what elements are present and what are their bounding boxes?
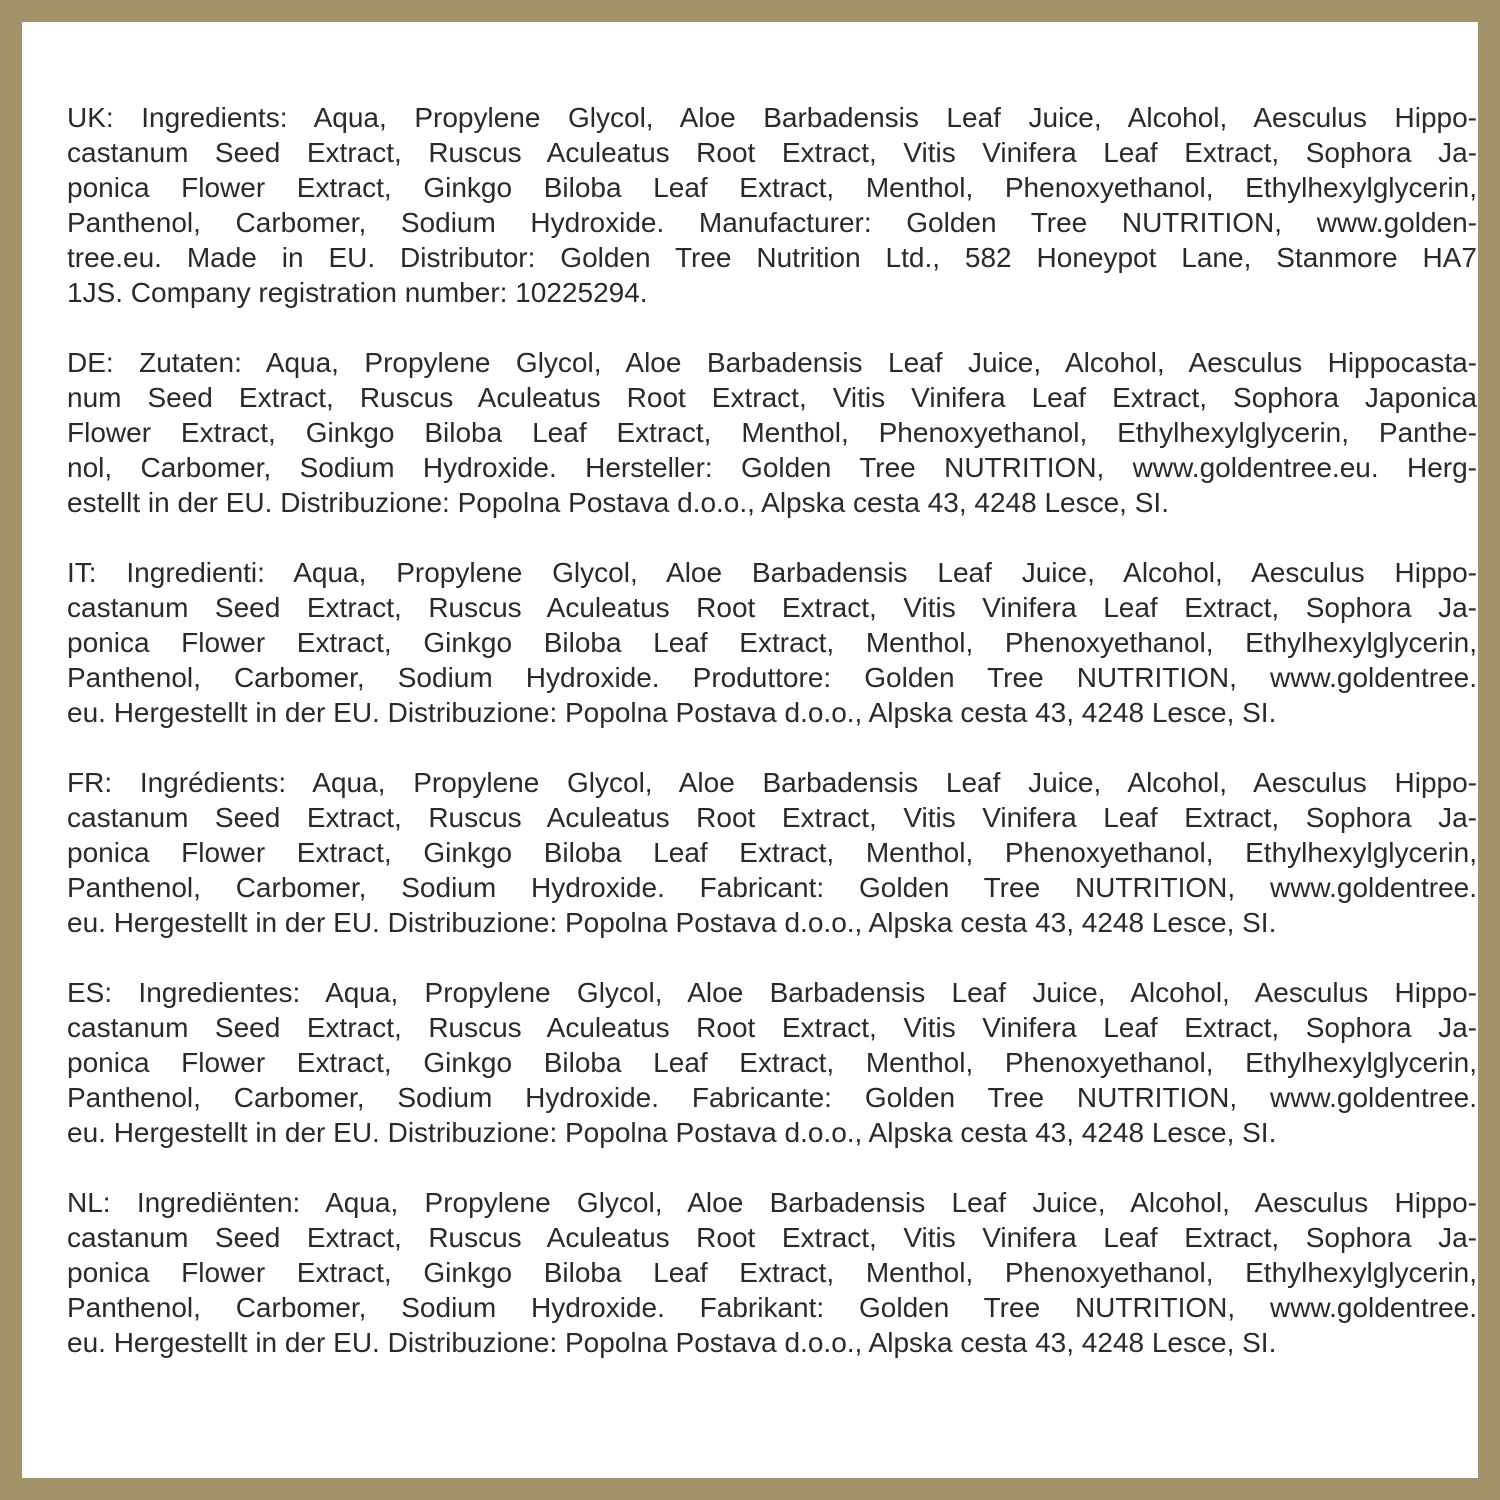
section-line: estellt in der EU. Distribuzione: Popolna Postava d.o.o., Alpska cesta 43, 4248 Lesce, SI. <box>67 487 1169 518</box>
section-uk <box>67 100 1477 310</box>
section-line: eu. Hergestellt in der EU. Distribuzione: Popolna Postava d.o.o., Alpska cesta 43, 4248 Lesce, SI. <box>67 1117 1277 1148</box>
section-line: IT: Ingredienti: Aqua, Propylene Glycol, Aloe Barbadensis Leaf Juice, Alcohol, Aesculus Hippo- <box>67 557 1477 588</box>
section-line: NL: Ingrediënten: Aqua, Propylene Glycol, Aloe Barbadensis Leaf Juice, Alcohol, Aesculus Hippo- <box>67 1187 1477 1218</box>
ingredients-text <box>67 100 1477 1395</box>
section-line: ponica Flower Extract, Ginkgo Biloba Leaf Extract, Menthol, Phenoxyethanol, Ethylhexylglycerin, <box>67 1257 1477 1288</box>
section-line: nol, Carbomer, Sodium Hydroxide. Hersteller: Golden Tree NUTRITION, www.goldentree.eu. Herg- <box>67 452 1477 483</box>
section-line: num Seed Extract, Ruscus Aculeatus Root Extract, Vitis Vinifera Leaf Extract, Sophora Japonica <box>67 382 1477 413</box>
section-line: UK: Ingredients: Aqua, Propylene Glycol, Aloe Barbadensis Leaf Juice, Alcohol, Aesculus Hippo- <box>67 102 1477 133</box>
section-line: castanum Seed Extract, Ruscus Aculeatus Root Extract, Vitis Vinifera Leaf Extract, Sophora Ja- <box>67 1012 1477 1043</box>
section-line: Panthenol, Carbomer, Sodium Hydroxide. Manufacturer: Golden Tree NUTRITION, www.golden- <box>67 207 1477 238</box>
section-line: castanum Seed Extract, Ruscus Aculeatus Root Extract, Vitis Vinifera Leaf Extract, Sophora Ja- <box>67 592 1477 623</box>
section-line: Panthenol, Carbomer, Sodium Hydroxide. Fabricante: Golden Tree NUTRITION, www.goldentree. <box>67 1082 1477 1113</box>
section-line: Flower Extract, Ginkgo Biloba Leaf Extract, Menthol, Phenoxyethanol, Ethylhexylglycerin, Panthe- <box>67 417 1477 448</box>
section-line: FR: Ingrédients: Aqua, Propylene Glycol, Aloe Barbadensis Leaf Juice, Alcohol, Aesculus Hippo- <box>67 767 1477 798</box>
section-fr <box>67 765 1477 940</box>
section-line: ponica Flower Extract, Ginkgo Biloba Leaf Extract, Menthol, Phenoxyethanol, Ethylhexylglycerin, <box>67 627 1477 658</box>
section-line: castanum Seed Extract, Ruscus Aculeatus Root Extract, Vitis Vinifera Leaf Extract, Sophora Ja- <box>67 1222 1477 1253</box>
section-line: ES: Ingredientes: Aqua, Propylene Glycol, Aloe Barbadensis Leaf Juice, Alcohol, Aesculus Hippo- <box>67 977 1477 1008</box>
section-de <box>67 345 1477 520</box>
section-line: tree.eu. Made in EU. Distributor: Golden Tree Nutrition Ltd., 582 Honeypot Lane, Stanmore HA7 <box>67 242 1477 273</box>
section-line: eu. Hergestellt in der EU. Distribuzione: Popolna Postava d.o.o., Alpska cesta 43, 4248 Lesce, SI. <box>67 697 1277 728</box>
section-line: ponica Flower Extract, Ginkgo Biloba Leaf Extract, Menthol, Phenoxyethanol, Ethylhexylglycerin, <box>67 172 1477 203</box>
section-line: castanum Seed Extract, Ruscus Aculeatus Root Extract, Vitis Vinifera Leaf Extract, Sophora Ja- <box>67 802 1477 833</box>
section-es <box>67 975 1477 1150</box>
section-line: 1JS. Company registration number: 10225294. <box>67 277 648 308</box>
section-line: eu. Hergestellt in der EU. Distribuzione: Popolna Postava d.o.o., Alpska cesta 43, 4248 Lesce, SI. <box>67 907 1277 938</box>
section-line: Panthenol, Carbomer, Sodium Hydroxide. Fabricant: Golden Tree NUTRITION, www.goldentree. <box>67 872 1477 903</box>
section-line: castanum Seed Extract, Ruscus Aculeatus Root Extract, Vitis Vinifera Leaf Extract, Sophora Ja- <box>67 137 1477 168</box>
section-line: ponica Flower Extract, Ginkgo Biloba Leaf Extract, Menthol, Phenoxyethanol, Ethylhexylglycerin, <box>67 1047 1477 1078</box>
section-line: Panthenol, Carbomer, Sodium Hydroxide. Fabrikant: Golden Tree NUTRITION, www.goldentree. <box>67 1292 1477 1323</box>
section-line: ponica Flower Extract, Ginkgo Biloba Leaf Extract, Menthol, Phenoxyethanol, Ethylhexylglycerin, <box>67 837 1477 868</box>
section-it <box>67 555 1477 730</box>
section-line: DE: Zutaten: Aqua, Propylene Glycol, Aloe Barbadensis Leaf Juice, Alcohol, Aesculus Hippocasta- <box>67 347 1477 378</box>
section-nl <box>67 1185 1477 1360</box>
section-line: eu. Hergestellt in der EU. Distribuzione: Popolna Postava d.o.o., Alpska cesta 43, 4248 Lesce, SI. <box>67 1327 1277 1358</box>
section-line: Panthenol, Carbomer, Sodium Hydroxide. Produttore: Golden Tree NUTRITION, www.goldentree. <box>67 662 1477 693</box>
